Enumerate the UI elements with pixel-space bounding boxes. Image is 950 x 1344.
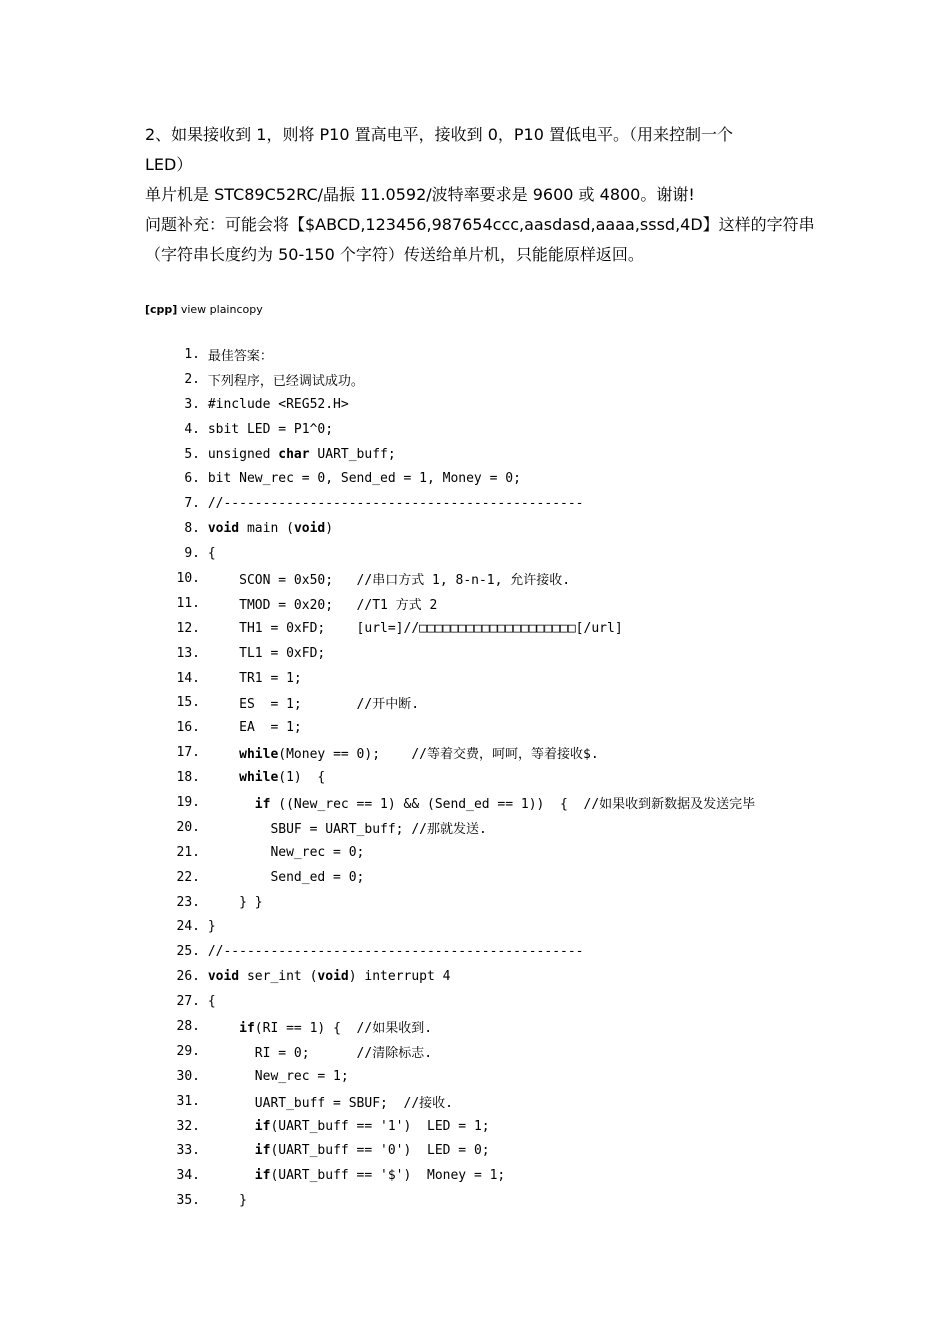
code-segment: SCON = 0x50; //串口方式 1, 8-n-1, 允许接收.	[207, 572, 571, 588]
line-number: 9.	[184, 546, 200, 562]
line-number: 12.	[176, 620, 200, 636]
code-line	[160, 1014, 860, 1039]
code-segment: (RI == 1) { //如果收到.	[254, 1020, 433, 1036]
line-number: 35.	[176, 1193, 200, 1209]
code-segment: TMOD = 0x20; //T1 方式 2	[207, 597, 438, 613]
code-segment: (UART_buff == '$') Money = 1;	[270, 1168, 506, 1184]
code-keyword: while	[239, 770, 279, 786]
code-text	[208, 397, 349, 412]
code-text	[208, 1119, 490, 1134]
line-number: 14.	[176, 670, 200, 686]
code-keyword: void	[207, 521, 240, 537]
code-text	[208, 1042, 432, 1061]
line-number: 18.	[176, 770, 200, 786]
line-number: 11.	[176, 595, 200, 611]
code-line	[160, 939, 860, 964]
code-line	[160, 765, 860, 790]
code-segment: New_rec = 0;	[207, 844, 365, 860]
code-segment	[208, 797, 255, 812]
code-segment: UART_buff;	[309, 446, 396, 462]
code-segment	[208, 1119, 255, 1134]
code-line	[160, 1064, 860, 1089]
code-text	[208, 969, 451, 984]
code-line	[160, 865, 860, 890]
code-listing	[160, 342, 860, 1213]
code-line	[160, 1188, 860, 1213]
code-text	[208, 770, 325, 785]
code-segment: ((New_rec == 1) && (Send_ed == 1)) { //如果收到新数据及发送完毕	[270, 796, 756, 812]
code-header	[145, 302, 263, 318]
code-text	[208, 370, 364, 389]
code-segment: (Money == 0); //等着交费，呵呵，等着接收$.	[278, 747, 599, 763]
code-text	[208, 422, 333, 437]
code-segment	[208, 1143, 255, 1158]
code-line	[160, 1089, 860, 1114]
code-segment: //----------------------------------------------	[207, 944, 584, 960]
line-number: 28.	[176, 1018, 200, 1034]
code-line	[160, 616, 860, 641]
code-text	[208, 447, 396, 462]
line-number: 5.	[184, 446, 200, 462]
code-segment	[208, 1168, 255, 1183]
code-segment	[208, 770, 239, 785]
code-keyword: if	[254, 796, 271, 812]
line-number: 30.	[176, 1068, 200, 1084]
code-line	[160, 740, 860, 765]
code-line	[160, 516, 860, 541]
code-line	[160, 591, 860, 616]
code-segment: )	[325, 521, 334, 537]
code-text	[208, 1092, 453, 1111]
line-number: 16.	[176, 720, 200, 736]
line-number: 19.	[176, 794, 200, 810]
code-segment: (1) {	[278, 770, 326, 786]
code-text	[208, 895, 263, 910]
code-line	[160, 890, 860, 915]
paragraph-line: 问题补充：可能会将【$ABCD,123456,987654ccc,aasdasd,aaaa,sssd,4D】这样的字符串	[145, 215, 815, 234]
view-plain-copy-link[interactable]: view plaincopy	[180, 303, 263, 316]
code-segment: ) interrupt 4	[348, 969, 451, 985]
code-line	[160, 566, 860, 591]
code-segment: ES = 1; //开中断.	[207, 697, 420, 713]
code-segment: TR1 = 1;	[207, 670, 302, 686]
code-text	[208, 546, 216, 561]
code-segment: unsigned	[207, 446, 279, 462]
code-text	[208, 1017, 432, 1036]
code-text	[208, 845, 365, 860]
line-number: 3.	[184, 396, 200, 412]
line-number: 22.	[176, 869, 200, 885]
code-line	[160, 815, 860, 840]
line-number: 26.	[176, 969, 200, 985]
code-line	[160, 1039, 860, 1064]
code-segment: SBUF = UART_buff; //那就发送.	[207, 821, 487, 837]
line-number: 25.	[176, 944, 200, 960]
code-segment: bit New_rec = 0, Send_ed = 1, Money = 0;	[207, 471, 521, 487]
code-segment: {	[207, 994, 216, 1010]
code-text	[208, 569, 570, 588]
line-number: 32.	[176, 1118, 200, 1134]
line-number: 34.	[176, 1168, 200, 1184]
line-number: 24.	[176, 919, 200, 935]
code-line	[160, 989, 860, 1014]
code-keyword: if	[254, 1168, 271, 1184]
code-segment: TH1 = 0xFD; [url=]//□□□□□□□□□□□□□□□□□□□□[/url]	[207, 620, 623, 636]
line-number: 27.	[176, 994, 200, 1010]
line-number: 13.	[176, 645, 200, 661]
code-segment: #include <REG52.H>	[207, 396, 349, 412]
line-number: 1.	[184, 346, 200, 362]
code-keyword: while	[239, 747, 279, 763]
code-line	[160, 690, 860, 715]
line-number: 31.	[176, 1093, 200, 1109]
code-text	[208, 1069, 349, 1084]
code-segment: (UART_buff == '1') LED = 1;	[270, 1118, 490, 1134]
code-segment: 最佳答案：	[207, 348, 273, 364]
code-segment: } }	[207, 894, 263, 910]
code-keyword: void	[207, 969, 240, 985]
code-line	[160, 964, 860, 989]
code-text	[208, 671, 302, 686]
code-language-label: [cpp]	[145, 303, 178, 316]
line-number: 17.	[176, 745, 200, 761]
code-line	[160, 666, 860, 691]
question-text	[145, 120, 825, 270]
code-text	[208, 496, 584, 511]
code-text	[208, 345, 273, 364]
code-keyword: if	[254, 1143, 271, 1159]
paragraph-line: （字符串长度约为 50-150 个字符）传送给单片机，只能能原样返回。	[145, 245, 644, 264]
code-keyword: char	[278, 446, 310, 462]
code-segment: ser_int (	[239, 969, 318, 985]
code-segment: (UART_buff == '0') LED = 0;	[270, 1143, 490, 1159]
line-number: 21.	[176, 844, 200, 860]
code-line	[160, 840, 860, 865]
code-line	[160, 392, 860, 417]
paragraph-line: LED）	[145, 155, 193, 174]
code-segment: UART_buff = SBUF; //接收.	[207, 1095, 453, 1111]
code-keyword: void	[293, 521, 326, 537]
code-text	[208, 1143, 490, 1158]
code-text	[208, 1168, 505, 1183]
line-number: 2.	[184, 371, 200, 387]
code-segment	[208, 747, 239, 762]
code-segment: }	[207, 919, 216, 935]
line-number: 8.	[184, 521, 200, 537]
code-segment: }	[207, 1193, 247, 1209]
code-text	[208, 1193, 247, 1208]
paragraph-line: 单片机是 STC89C52RC/晶振 11.0592/波特率要求是 9600 或 4800。谢谢!	[145, 185, 695, 204]
code-line	[160, 367, 860, 392]
code-line	[160, 1139, 860, 1164]
paragraph-line: 2、如果接收到 1，则将 P10 置高电平，接收到 0，P10 置低电平。（用来控制一个	[145, 125, 733, 144]
code-line	[160, 715, 860, 740]
code-line	[160, 342, 860, 367]
code-line	[160, 417, 860, 442]
code-text	[208, 994, 216, 1009]
line-number: 20.	[176, 819, 200, 835]
code-segment	[208, 1021, 239, 1036]
code-text	[208, 720, 302, 735]
code-segment: sbit LED = P1^0;	[207, 421, 334, 437]
code-text	[208, 793, 755, 812]
line-number: 4.	[184, 421, 200, 437]
code-text	[208, 646, 325, 661]
code-line	[160, 466, 860, 491]
code-text	[208, 594, 438, 613]
code-text	[208, 693, 419, 712]
code-segment: Send_ed = 0;	[207, 869, 365, 885]
code-segment: TL1 = 0xFD;	[207, 645, 326, 661]
code-text	[208, 870, 365, 885]
code-segment: RI = 0; //清除标志.	[207, 1045, 433, 1061]
line-number: 23.	[176, 894, 200, 910]
code-text	[208, 919, 216, 934]
code-segment: 下列程序，已经调试成功。	[207, 373, 364, 389]
code-segment: {	[207, 546, 216, 562]
code-text	[208, 944, 584, 959]
code-text	[208, 621, 623, 636]
code-text	[208, 471, 521, 486]
code-line	[160, 442, 860, 467]
code-keyword: if	[239, 1020, 255, 1036]
line-number: 33.	[176, 1143, 200, 1159]
code-line	[160, 491, 860, 516]
code-line	[160, 1114, 860, 1139]
line-number: 10.	[176, 570, 200, 586]
code-line	[160, 641, 860, 666]
line-number: 29.	[176, 1043, 200, 1059]
code-text	[208, 521, 333, 536]
code-keyword: void	[317, 969, 349, 985]
code-segment: main (	[239, 521, 294, 537]
code-segment: EA = 1;	[207, 720, 302, 736]
code-line	[160, 1163, 860, 1188]
code-text	[208, 818, 487, 837]
code-keyword: if	[254, 1118, 271, 1134]
code-segment: New_rec = 1;	[207, 1068, 349, 1084]
code-line	[160, 541, 860, 566]
line-number: 6.	[184, 471, 200, 487]
code-text	[208, 743, 599, 762]
line-number: 15.	[176, 695, 200, 711]
code-line	[160, 790, 860, 815]
code-line	[160, 914, 860, 939]
code-segment: //----------------------------------------------	[207, 496, 584, 512]
line-number: 7.	[184, 496, 200, 512]
